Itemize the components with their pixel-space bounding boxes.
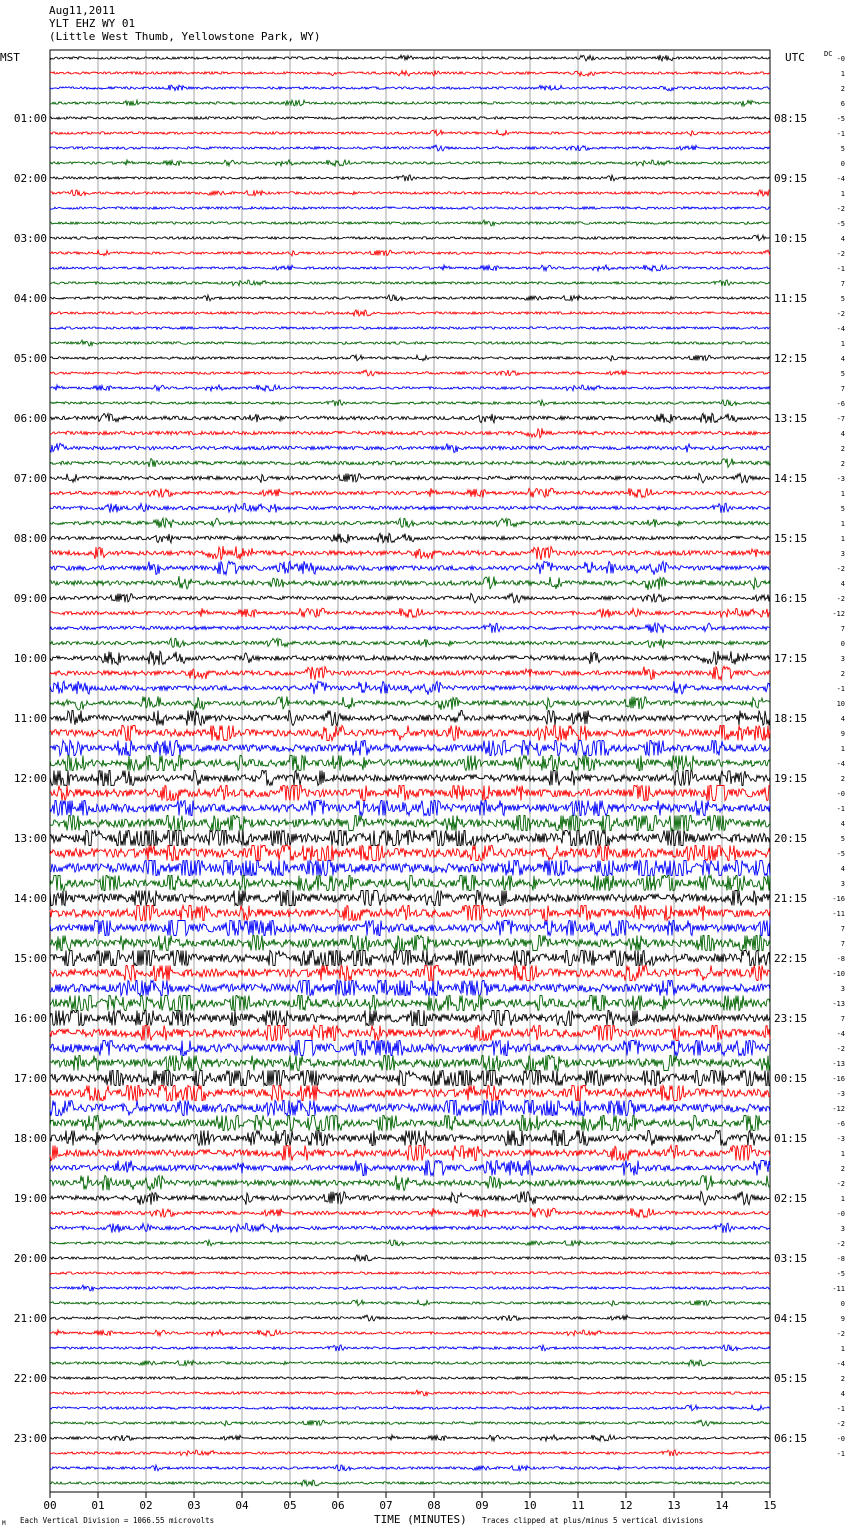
mst-time-label: 14:00: [13, 892, 47, 905]
dc-offset-label: 1: [840, 490, 845, 498]
seismic-trace: [50, 327, 770, 329]
dc-offset-label: -1: [836, 265, 845, 273]
seismic-trace: [50, 1300, 770, 1306]
seismic-trace: [50, 1101, 770, 1116]
utc-time-label: 01:15: [774, 1132, 808, 1145]
seismic-trace: [50, 891, 770, 906]
seismic-trace: [50, 385, 770, 391]
seismic-trace: [50, 145, 770, 151]
dc-offset-label: -2: [836, 565, 845, 573]
seismic-trace: [50, 1377, 770, 1379]
seismic-trace: [50, 1161, 770, 1176]
seismic-trace: [50, 190, 770, 196]
dc-offset-label: -3: [836, 1090, 845, 1098]
dc-offset-label: 5: [840, 295, 845, 303]
seismic-trace: [50, 428, 770, 438]
x-tick-label: 03: [187, 1499, 201, 1512]
utc-time-label: 11:15: [774, 292, 808, 305]
footer-scale-note: Each Vertical Division = 1066.55 microvolts: [20, 1516, 215, 1525]
seismic-trace: [50, 951, 770, 966]
dc-offset-label: 3: [840, 655, 845, 663]
seismic-trace: [50, 1026, 770, 1041]
mst-time-label: 06:00: [13, 412, 47, 425]
x-tick-label: 08: [427, 1499, 441, 1512]
dc-offset-label: 2: [840, 445, 845, 453]
dc-offset-label: 5: [840, 370, 845, 378]
dc-offset-label: -0: [836, 1435, 845, 1443]
dc-offset-label: 4: [840, 235, 845, 243]
dc-offset-label: -10: [832, 970, 845, 978]
dc-offset-label: 4: [840, 430, 845, 438]
seismic-trace: [50, 1420, 770, 1426]
footer-clip-note: Traces clipped at plus/minus 5 vertical divisions: [482, 1516, 704, 1525]
dc-offset-label: -4: [836, 175, 845, 183]
dc-offset-label: 6: [840, 100, 845, 108]
x-axis-title: TIME (MINUTES): [374, 1513, 467, 1526]
seismic-trace: [50, 1255, 770, 1261]
seismic-trace: [50, 696, 770, 710]
dc-offset-label: 4: [840, 865, 845, 873]
dc-offset-label: -2: [836, 595, 845, 603]
seismic-trace: [50, 1011, 770, 1026]
dc-offset-label: -11: [832, 910, 845, 918]
dc-offset-label: 3: [840, 550, 845, 558]
dc-offset-label: -6: [836, 1120, 845, 1128]
mst-time-label: 04:00: [13, 292, 47, 305]
dc-offset-label: 7: [840, 625, 845, 633]
seismic-trace: [50, 207, 770, 209]
station-location: (Little West Thumb, Yellowstone Park, WY): [49, 30, 321, 43]
x-tick-label: 07: [379, 1499, 393, 1512]
dc-offset-label: -4: [836, 1030, 845, 1038]
x-tick-label: 04: [235, 1499, 249, 1512]
footer-mark: M: [2, 1520, 6, 1527]
seismic-trace: [50, 1191, 770, 1205]
dc-offset-label: 3: [840, 880, 845, 888]
seismic-trace: [50, 546, 770, 560]
dc-offset-label: 4: [840, 355, 845, 363]
seismic-trace: [50, 370, 770, 376]
x-tick-label: 02: [139, 1499, 153, 1512]
seismic-trace: [50, 1405, 770, 1411]
seismic-trace: [50, 1116, 770, 1131]
dc-offset-label: 7: [840, 385, 845, 393]
mst-time-label: 17:00: [13, 1072, 47, 1085]
seismic-trace: [50, 1435, 770, 1441]
seismic-trace: [50, 996, 770, 1011]
mst-time-label: 03:00: [13, 232, 47, 245]
dc-offset-label: -2: [836, 205, 845, 213]
dc-offset-label: 1: [840, 1345, 845, 1353]
seismic-trace: [50, 623, 770, 633]
seismic-trace: [50, 651, 770, 665]
dc-offset-label: 1: [840, 520, 845, 528]
dc-offset-label: -7: [836, 415, 845, 423]
dc-offset-label: 7: [840, 925, 845, 933]
seismic-trace: [50, 355, 770, 361]
seismic-trace: [50, 1390, 770, 1396]
dc-offset-label: 4: [840, 580, 845, 588]
mst-time-label: 09:00: [13, 592, 47, 605]
seismic-trace: [50, 561, 770, 575]
dc-offset-label: 2: [840, 85, 845, 93]
seismic-trace: [50, 413, 770, 423]
dc-offset-label: -0: [836, 1210, 845, 1218]
dc-offset-label: 9: [840, 730, 845, 738]
utc-time-label: 08:15: [774, 112, 808, 125]
utc-time-label: 17:15: [774, 652, 808, 665]
x-tick-label: 13: [667, 1499, 681, 1512]
dc-offset-label: -1: [836, 1405, 845, 1413]
mst-time-label: 13:00: [13, 832, 47, 845]
seismic-trace: [50, 593, 770, 602]
utc-time-label: 05:15: [774, 1372, 808, 1385]
mst-time-label: 22:00: [13, 1372, 47, 1385]
utc-axis-title: UTC: [785, 51, 805, 64]
seismic-trace: [50, 1480, 770, 1486]
mst-time-label: 18:00: [13, 1132, 47, 1145]
seismic-trace: [50, 681, 770, 695]
x-tick-label: 05: [283, 1499, 297, 1512]
seismic-trace: [50, 966, 770, 981]
dc-offset-label: 1: [840, 535, 845, 543]
dc-offset-label: -2: [836, 1240, 845, 1248]
dc-offset-label: 4: [840, 715, 845, 723]
seismic-trace: [50, 533, 770, 543]
dc-offset-label: 3: [840, 1225, 845, 1233]
seismic-trace: [50, 576, 770, 590]
seismic-trace: [50, 846, 770, 861]
seismic-trace: [50, 786, 770, 801]
dc-offset-label: -1: [836, 1450, 845, 1458]
seismic-trace: [50, 861, 770, 876]
utc-time-label: 06:15: [774, 1432, 808, 1445]
seismic-trace: [50, 55, 770, 61]
seismic-trace: [50, 1056, 770, 1071]
dc-offset-label: -4: [836, 760, 845, 768]
x-tick-label: 00: [43, 1499, 57, 1512]
dc-offset-label: -16: [832, 895, 845, 903]
seismic-trace: [50, 473, 770, 482]
seismic-trace: [50, 1086, 770, 1101]
mst-axis-title: MST: [0, 51, 20, 64]
dc-offset-label: 5: [840, 505, 845, 513]
seismic-trace: [50, 488, 770, 498]
dc-offset-label: 1: [840, 70, 845, 78]
mst-time-label: 23:00: [13, 1432, 47, 1445]
dc-offset-label: -13: [832, 1060, 845, 1068]
seismic-trace: [50, 503, 770, 513]
mst-time-label: 11:00: [13, 712, 47, 725]
mst-time-label: 10:00: [13, 652, 47, 665]
seismic-trace: [50, 831, 770, 846]
dc-offset-label: 4: [840, 1390, 845, 1398]
seismic-trace: [50, 295, 770, 301]
utc-time-label: 13:15: [774, 412, 808, 425]
seismic-trace: [50, 741, 770, 756]
utc-time-label: 12:15: [774, 352, 808, 365]
seismic-trace: [50, 1131, 770, 1146]
seismic-trace: [50, 936, 770, 951]
seismic-trace: [50, 1285, 770, 1291]
x-tick-label: 01: [91, 1499, 105, 1512]
dc-offset-label: -6: [836, 400, 845, 408]
seismic-trace: [50, 726, 770, 741]
seismic-trace: [50, 1041, 770, 1056]
x-tick-label: 09: [475, 1499, 489, 1512]
utc-time-label: 22:15: [774, 952, 808, 965]
dc-offset-label: -5: [836, 220, 845, 228]
seismic-trace: [50, 711, 770, 726]
seismic-trace: [50, 1345, 770, 1351]
utc-time-label: 21:15: [774, 892, 808, 905]
utc-time-label: 23:15: [774, 1012, 808, 1025]
seismic-trace: [50, 235, 770, 241]
dc-offset-label: 2: [840, 1165, 845, 1173]
x-tick-label: 11: [571, 1499, 585, 1512]
utc-time-label: 18:15: [774, 712, 808, 725]
seismic-trace: [50, 518, 770, 528]
seismic-trace: [50, 1223, 770, 1233]
dc-offset-label: -1: [836, 685, 845, 693]
dc-offset-label: 1: [840, 1195, 845, 1203]
x-tick-label: 15: [763, 1499, 777, 1512]
dc-offset-label: -4: [836, 325, 845, 333]
seismic-trace: [50, 443, 770, 452]
x-tick-label: 12: [619, 1499, 633, 1512]
dc-offset-label: -2: [836, 250, 845, 258]
dc-offset-label: 0: [840, 1300, 845, 1308]
mst-time-label: 02:00: [13, 172, 47, 185]
seismic-trace: [50, 1146, 770, 1161]
seismic-trace: [50, 1071, 770, 1086]
dc-offset-label: 9: [840, 1315, 845, 1323]
dc-offset-label: -12: [832, 610, 845, 618]
utc-time-label: 09:15: [774, 172, 808, 185]
dc-offset-label: 2: [840, 775, 845, 783]
dc-offset-label: 2: [840, 1375, 845, 1383]
mst-time-label: 19:00: [13, 1192, 47, 1205]
seismic-trace: [50, 876, 770, 891]
dc-offset-label: 1: [840, 745, 845, 753]
seismic-trace: [50, 1208, 770, 1218]
dc-offset-label: 0: [840, 640, 845, 648]
seismic-trace: [50, 400, 770, 406]
dc-offset-label: -13: [832, 1000, 845, 1008]
dc-offset-label: -11: [832, 1285, 845, 1293]
utc-time-label: 15:15: [774, 532, 808, 545]
utc-time-label: 19:15: [774, 772, 808, 785]
seismic-trace: [50, 981, 770, 996]
mst-time-label: 05:00: [13, 352, 47, 365]
dc-offset-label: 5: [840, 835, 845, 843]
mst-time-label: 15:00: [13, 952, 47, 965]
seismic-trace: [50, 130, 770, 136]
mst-time-label: 07:00: [13, 472, 47, 485]
seismic-trace: [50, 70, 770, 76]
mst-time-label: 01:00: [13, 112, 47, 125]
dc-offset-label: -16: [832, 1075, 845, 1083]
seismic-trace: [50, 816, 770, 831]
station-date: Aug11,2011: [49, 4, 116, 17]
seismic-trace: [50, 801, 770, 816]
x-tick-label: 14: [715, 1499, 729, 1512]
dc-offset-label: 2: [840, 670, 845, 678]
seismic-trace: [50, 1272, 770, 1274]
dc-offset-label: 0: [840, 160, 845, 168]
dc-offset-label: -12: [832, 1105, 845, 1113]
seismic-trace: [50, 1465, 770, 1471]
utc-time-label: 14:15: [774, 472, 808, 485]
seismic-trace: [50, 756, 770, 771]
seismic-trace: [50, 175, 770, 181]
station-code: YLT EHZ WY 01: [49, 17, 136, 30]
utc-time-label: 04:15: [774, 1312, 808, 1325]
dc-offset-label: 2: [840, 460, 845, 468]
seismic-trace: [50, 1450, 770, 1456]
x-tick-label: 10: [523, 1499, 537, 1512]
mst-time-label: 12:00: [13, 772, 47, 785]
mst-time-label: 21:00: [13, 1312, 47, 1325]
seismic-trace: [50, 1176, 770, 1191]
seismic-trace: [50, 117, 770, 119]
dc-offset-label: -4: [836, 1360, 845, 1368]
dc-offset-label: 10: [836, 700, 845, 708]
seismic-trace: [50, 608, 770, 618]
dc-offset-label: -1: [836, 805, 845, 813]
dc-offset-label: 1: [840, 340, 845, 348]
utc-time-label: 20:15: [774, 832, 808, 845]
utc-time-label: 10:15: [774, 232, 808, 245]
dc-offset-label: -5: [836, 1270, 845, 1278]
dc-offset-label: 5: [840, 145, 845, 153]
seismic-trace: [50, 265, 770, 271]
seismic-trace: [50, 771, 770, 786]
dc-offset-label: -3: [836, 475, 845, 483]
dc-offset-label: -2: [836, 1330, 845, 1338]
x-tick-label: 06: [331, 1499, 345, 1512]
seismic-trace: [50, 1240, 770, 1246]
seismic-trace: [50, 1315, 770, 1321]
dc-offset-label: -8: [836, 1255, 845, 1263]
seismic-trace: [50, 340, 770, 346]
dc-offset-label: -1: [836, 130, 845, 138]
dc-offset-label: 7: [840, 940, 845, 948]
dc-offset-label: 1: [840, 190, 845, 198]
seismic-trace: [50, 1360, 770, 1366]
dc-offset-label: -0: [836, 790, 845, 798]
utc-time-label: 02:15: [774, 1192, 808, 1205]
mst-time-label: 16:00: [13, 1012, 47, 1025]
dc-offset-label: 7: [840, 280, 845, 288]
dc-offset-label: -0: [836, 55, 845, 63]
utc-time-label: 16:15: [774, 592, 808, 605]
dc-offset-label: -2: [836, 1045, 845, 1053]
seismic-trace: [50, 250, 770, 256]
mst-time-label: 08:00: [13, 532, 47, 545]
dc-offset-label: -5: [836, 115, 845, 123]
seismic-trace: [50, 906, 770, 921]
seismic-trace: [50, 1330, 770, 1336]
seismic-trace: [50, 638, 770, 647]
dc-offset-label: 1: [840, 1150, 845, 1158]
dc-offset-label: -2: [836, 1180, 845, 1188]
dc-offset-label: -2: [836, 1420, 845, 1428]
dc-offset-label: -5: [836, 850, 845, 858]
dc-offset-label: 7: [840, 1015, 845, 1023]
mst-time-label: 20:00: [13, 1252, 47, 1265]
seismic-trace: [50, 459, 770, 468]
utc-time-label: 03:15: [774, 1252, 808, 1265]
dc-axis-title: DC: [824, 50, 833, 58]
dc-offset-label: -8: [836, 955, 845, 963]
seismic-trace: [50, 280, 770, 286]
dc-offset-label: -2: [836, 310, 845, 318]
utc-time-label: 00:15: [774, 1072, 808, 1085]
dc-offset-label: 3: [840, 985, 845, 993]
seismic-trace: [50, 85, 770, 91]
seismic-trace: [50, 666, 770, 680]
dc-offset-label: -3: [836, 1135, 845, 1143]
seismic-trace: [50, 310, 770, 316]
seismic-trace: [50, 160, 770, 166]
seismic-trace: [50, 220, 770, 226]
seismic-trace: [50, 100, 770, 106]
dc-offset-label: 4: [840, 820, 845, 828]
seismic-trace: [50, 921, 770, 936]
